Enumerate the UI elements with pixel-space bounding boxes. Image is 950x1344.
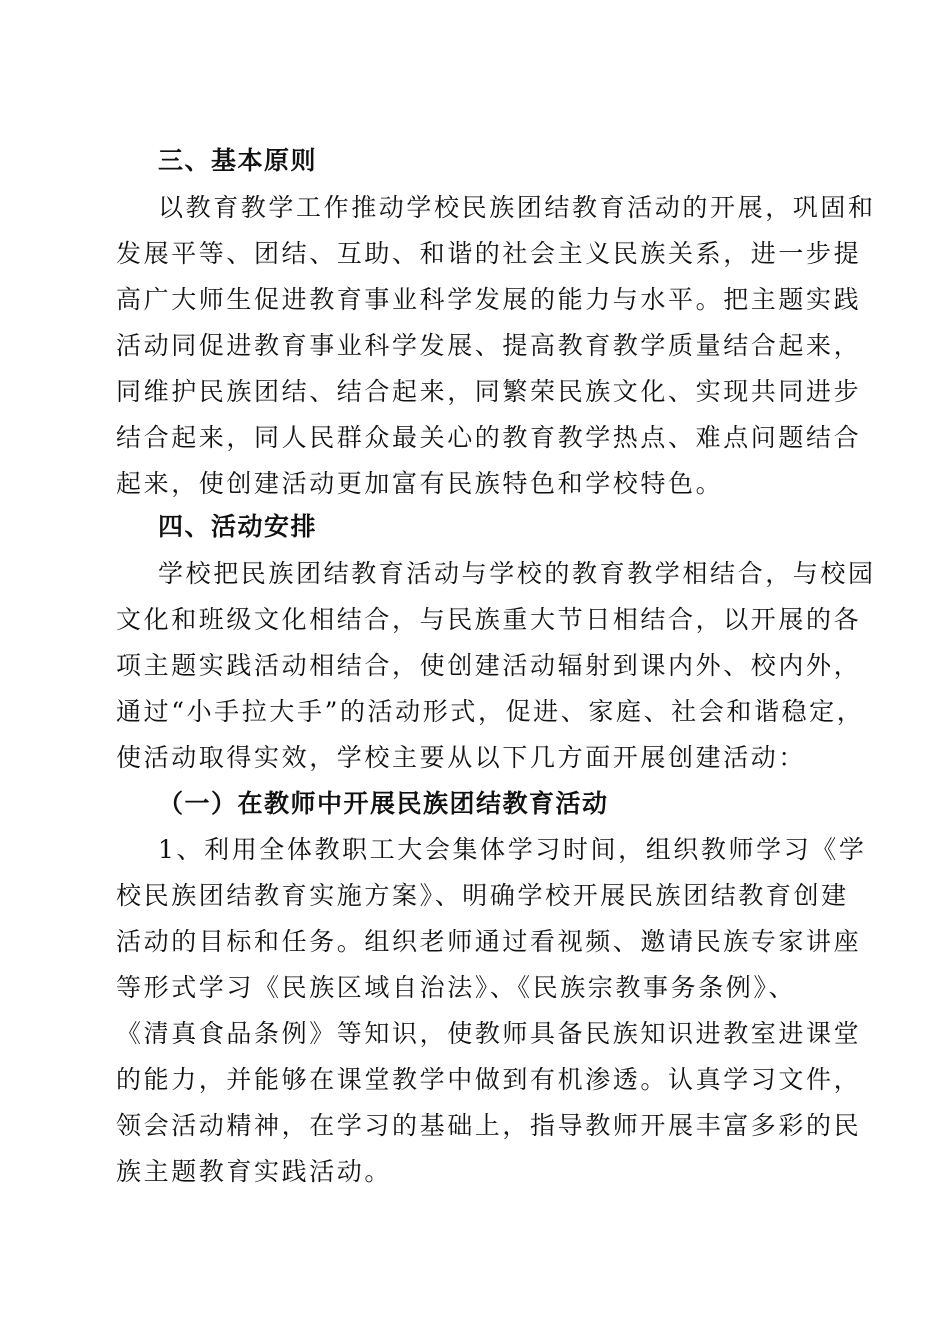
paragraph-line: 活动的目标和任务。组织老师通过看视频、邀请民族专家讲座 <box>116 927 862 956</box>
paragraph-line: 《清真食品条例》等知识，使教师具备民族知识进教室进课堂 <box>116 1019 862 1048</box>
paragraph-line: 使活动取得实效，学校主要从以下几方面开展创建活动： <box>116 743 807 772</box>
paragraph-line: 结合起来，同人民群众最关心的教育教学热点、难点问题结合 <box>116 423 862 452</box>
paragraph-line: 族主题教育实践活动。 <box>116 1157 393 1186</box>
paragraph-line: 领会活动精神，在学习的基础上，指导教师开展丰富多彩的民 <box>116 1111 862 1140</box>
paragraph-line: 起来，使创建活动更加富有民族特色和学校特色。 <box>116 469 724 498</box>
paragraph-line: 学校把民族团结教育活动与学校的教育教学相结合，与校园 <box>158 559 876 588</box>
paragraph-line: 通过“小手拉大手”的活动形式，促进、家庭、社会和谐稳定， <box>116 697 865 726</box>
paragraph-line: 校民族团结教育实施方案》、明确学校开展民族团结教育创建 <box>116 881 849 910</box>
paragraph-line: 活动同促进教育事业科学发展、提高教育教学质量结合起来， <box>116 331 862 360</box>
paragraph-line: 高广大师生促进教育事业科学发展的能力与水平。把主题实践 <box>116 285 862 314</box>
paragraph-line: 同维护民族团结、结合起来，同繁荣民族文化、实现共同进步 <box>116 377 862 406</box>
paragraph-line: 发展平等、团结、互助、和谐的社会主义民族关系，进一步提 <box>116 239 862 268</box>
paragraph-line: 项主题实践活动相结合，使创建活动辐射到课内外、校内外， <box>116 651 862 680</box>
section-heading-basic-principles: 三、基本原则 <box>158 146 318 175</box>
paragraph-line: 1、利用全体教职工大会集体学习时间，组织教师学习《学 <box>158 835 867 864</box>
paragraph-line: 以教育教学工作推动学校民族团结教育活动的开展，巩固和 <box>158 193 876 222</box>
subsection-heading-teachers: （一）在教师中开展民族团结教育活动 <box>158 789 609 818</box>
section-heading-activity-arrangement: 四、活动安排 <box>158 512 318 541</box>
paragraph-line: 等形式学习《民族区域自治法》、《民族宗教事务条例》、 <box>116 973 797 1002</box>
paragraph-line: 的能力，并能够在课堂教学中做到有机渗透。认真学习文件， <box>116 1065 862 1094</box>
paragraph-line: 文化和班级文化相结合，与民族重大节日相结合，以开展的各 <box>116 605 862 634</box>
